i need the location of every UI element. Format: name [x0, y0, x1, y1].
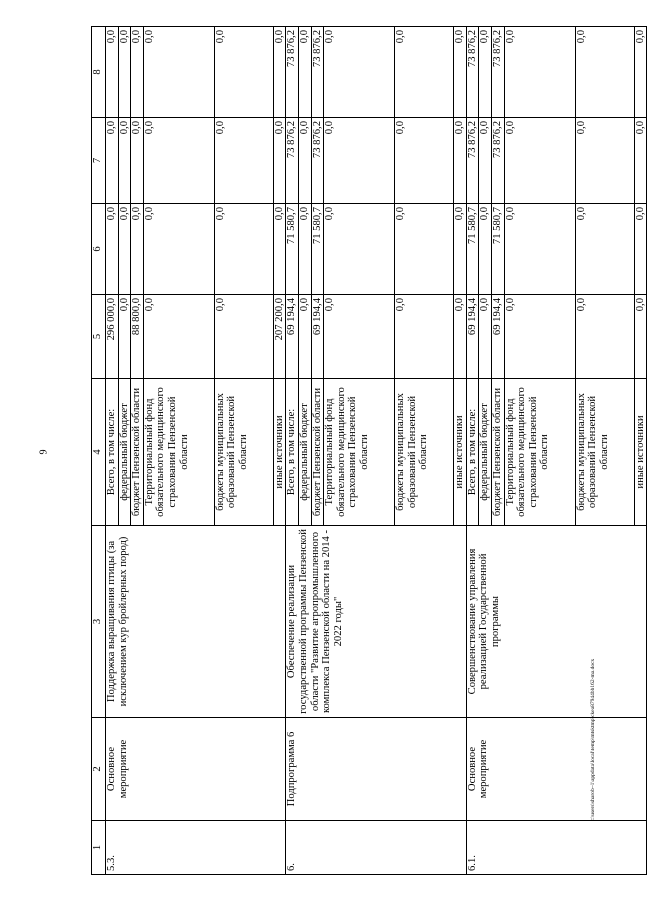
row-number: 5.3.	[106, 821, 286, 875]
value-cell: 0,0	[575, 27, 634, 118]
value-cell: 0,0	[131, 204, 144, 295]
table-row	[106, 27, 119, 875]
funding-source: иные источники	[634, 379, 647, 526]
value-cell: 0,0	[118, 27, 131, 118]
value-cell: 71 580,7	[286, 204, 299, 295]
value-cell: 69 194,4	[286, 295, 299, 379]
funding-source: бюджет Пензенской области	[491, 379, 504, 526]
value-cell: 0,0	[634, 295, 647, 379]
page-number: 9	[38, 449, 50, 455]
value-cell: 0,0	[131, 27, 144, 118]
funding-source: федеральный бюджет	[479, 379, 492, 526]
value-cell: 0,0	[575, 118, 634, 204]
funding-source: Всего, в том числе:	[466, 379, 479, 526]
value-cell: 0,0	[575, 204, 634, 295]
value-cell: 0,0	[504, 27, 575, 118]
value-cell: 207 200,0	[273, 295, 286, 379]
value-cell: 0,0	[298, 295, 311, 379]
header-col-7: 7	[92, 118, 106, 204]
funding-source: бюджеты муниципальных образований Пензенской области	[214, 379, 273, 526]
value-cell: 0,0	[324, 204, 395, 295]
value-cell: 0,0	[575, 295, 634, 379]
funding-source: Всего, в том числе:	[106, 379, 119, 526]
funding-source: федеральный бюджет	[118, 379, 131, 526]
value-cell: 73 876,2	[286, 118, 299, 204]
row-number: 6.	[286, 821, 466, 875]
value-cell: 0,0	[324, 295, 395, 379]
row-type: Подпрограмма 6	[286, 718, 466, 821]
header-col-4: 4	[92, 379, 106, 526]
value-cell: 69 194,4	[466, 295, 479, 379]
value-cell: 0,0	[298, 204, 311, 295]
funding-table	[91, 26, 647, 875]
value-cell: 0,0	[454, 295, 467, 379]
value-cell: 0,0	[504, 118, 575, 204]
value-cell: 73 876,2	[311, 118, 324, 204]
value-cell: 0,0	[214, 27, 273, 118]
value-cell: 0,0	[214, 295, 273, 379]
value-cell: 73 876,2	[466, 118, 479, 204]
value-cell: 71 580,7	[466, 204, 479, 295]
value-cell: 0,0	[143, 295, 214, 379]
header-col-5: 5	[92, 295, 106, 379]
value-cell: 0,0	[214, 118, 273, 204]
value-cell: 0,0	[504, 295, 575, 379]
header-col-8: 8	[92, 27, 106, 118]
value-cell: 0,0	[395, 295, 454, 379]
value-cell: 0,0	[118, 295, 131, 379]
table-row	[286, 27, 299, 875]
funding-source: Территориальный фонд обязательного медицинского страхования Пензенской области	[324, 379, 395, 526]
value-cell: 73 876,2	[466, 27, 479, 118]
value-cell: 0,0	[634, 118, 647, 204]
funding-source: Территориальный фонд обязательного медицинского страхования Пензенской области	[143, 379, 214, 526]
value-cell: 0,0	[634, 204, 647, 295]
funding-source: Территориальный фонд обязательного медицинского страхования Пензенской области	[504, 379, 575, 526]
funding-source: федеральный бюджет	[298, 379, 311, 526]
value-cell: 0,0	[395, 27, 454, 118]
funding-source: бюджеты муниципальных образований Пензенской области	[395, 379, 454, 526]
value-cell: 73 876,2	[491, 27, 504, 118]
header-col-2: 2	[92, 718, 106, 821]
funding-source: бюджет Пензенской области	[311, 379, 324, 526]
value-cell: 73 876,2	[286, 27, 299, 118]
value-cell: 0,0	[143, 27, 214, 118]
value-cell: 0,0	[298, 27, 311, 118]
value-cell: 296 000,0	[106, 295, 119, 379]
value-cell: 0,0	[395, 204, 454, 295]
header-col-1: 1	[92, 821, 106, 875]
funding-source: бюджеты муниципальных образований Пензенской области	[575, 379, 634, 526]
value-cell: 0,0	[143, 204, 214, 295]
value-cell: 0,0	[479, 204, 492, 295]
row-name: Совершенствование управления реализацией Государственной программы	[466, 526, 646, 718]
value-cell: 73 876,2	[311, 27, 324, 118]
value-cell: 0,0	[131, 118, 144, 204]
header-col-6: 6	[92, 204, 106, 295]
value-cell: 0,0	[273, 27, 286, 118]
value-cell: 69 194,4	[491, 295, 504, 379]
value-cell: 0,0	[298, 118, 311, 204]
table-row	[466, 27, 479, 875]
value-cell: 0,0	[324, 27, 395, 118]
value-cell: 69 194,4	[311, 295, 324, 379]
funding-source: иные источники	[454, 379, 467, 526]
rotated-page	[91, 27, 646, 875]
value-cell: 0,0	[454, 118, 467, 204]
funding-source: бюджет Пензенской области	[131, 379, 144, 526]
table-body	[106, 27, 647, 875]
value-cell: 0,0	[454, 204, 467, 295]
header-col-3: 3	[92, 526, 106, 718]
footer-file-path: c:\users\sharob~1\appdata\local\temp\mtsktmp\ckea87944bb162-ma.docx	[590, 658, 596, 822]
funding-source: иные источники	[273, 379, 286, 526]
value-cell: 0,0	[479, 118, 492, 204]
value-cell: 0,0	[118, 118, 131, 204]
value-cell: 73 876,2	[491, 118, 504, 204]
value-cell: 0,0	[106, 204, 119, 295]
row-name: Обеспечение реализации государственной программы Пензенской области "Развитие агропромышленного комплекса Пензенской области на 2014 - 2022 годы"	[286, 526, 466, 718]
row-type: Основное мероприятие	[106, 718, 286, 821]
value-cell: 0,0	[118, 204, 131, 295]
value-cell: 0,0	[324, 118, 395, 204]
value-cell: 0,0	[479, 27, 492, 118]
value-cell: 71 580,7	[311, 204, 324, 295]
value-cell: 0,0	[454, 27, 467, 118]
value-cell: 0,0	[106, 27, 119, 118]
row-type: Основное мероприятие	[466, 718, 646, 821]
value-cell: 0,0	[143, 118, 214, 204]
value-cell: 0,0	[395, 118, 454, 204]
value-cell: 0,0	[273, 204, 286, 295]
funding-source: Всего, в том числе:	[286, 379, 299, 526]
value-cell: 0,0	[106, 118, 119, 204]
value-cell: 0,0	[273, 118, 286, 204]
table-header	[92, 27, 106, 875]
row-name: Поддержка выращивания птицы (за исключением кур бройлерных пород)	[106, 526, 286, 718]
value-cell: 0,0	[479, 295, 492, 379]
value-cell: 0,0	[214, 204, 273, 295]
row-number: 6.1.	[466, 821, 646, 875]
value-cell: 0,0	[634, 27, 647, 118]
value-cell: 0,0	[504, 204, 575, 295]
value-cell: 71 580,7	[491, 204, 504, 295]
value-cell: 88 800,0	[131, 295, 144, 379]
